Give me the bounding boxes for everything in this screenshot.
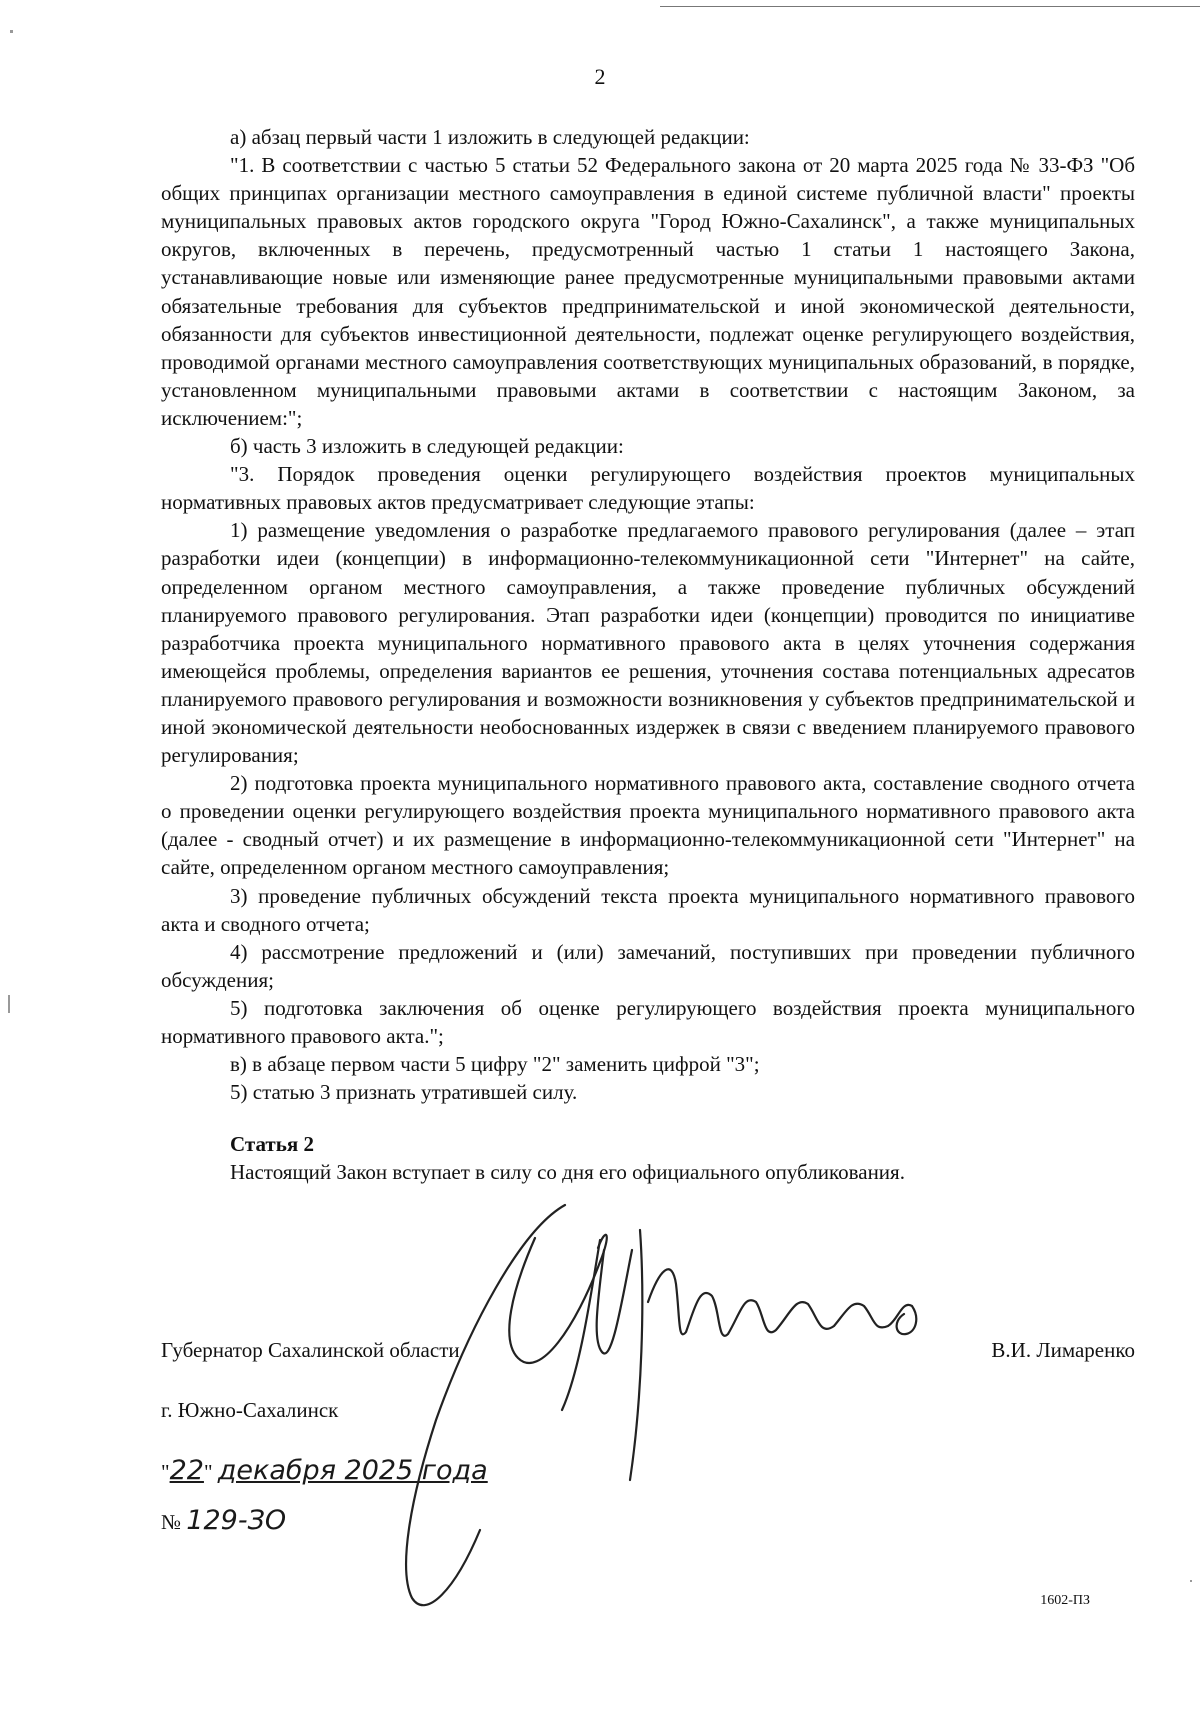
paragraph: в) в абзаце первом части 5 цифру "2" заменить цифрой "3"; [230,1052,760,1077]
signatory-position: Губернатор Сахалинской области [161,1338,460,1362]
scan-speck [1190,1580,1192,1582]
scan-edge-line [660,6,1200,7]
article-text: Настоящий Закон вступает в силу со дня его официального опубликования. [230,1160,905,1185]
scan-speck [8,995,10,1013]
date-open-quote: " [161,1460,170,1484]
paragraph: 5) подготовка заключения об оценке регулирующего воздействия проекта муниципального нормативного правового акта."; [161,995,1135,1048]
paragraph: а) абзац первый части 1 изложить в следующей редакции: [230,125,750,149]
document-code: 1602-ПЗ [1040,1593,1090,1608]
paragraph: 5) статью 3 признать утратившей силу. [230,1080,578,1105]
page-number: 2 [594,64,606,89]
number-sign: № [161,1510,182,1534]
law-body-text [161,123,1135,1186]
paragraph: 1) размещение уведомления о разработке предлагаемого правового регулирования (далее – этап разработки идеи (концепции) в информационно-телекоммуникационной сети "Интернет" на сайте, определенном органом местного самоуправления, а также проведение публичных обсуждений планируемого правового регулирования. Этап разработки идеи (концепции) проводится по инициативе разработчика проекта муниципального нормативного правового акта в целях уточнения содержания имеющейся проблемы, определения вариантов ее решения, уточнения состава потенциальных адресатов планируемого правового регулирования и возможности возникновения у субъектов предпринимательской и иной экономической деятельности необоснованных издержек в связи с введением планируемого правового регулирования; [161,518,1135,768]
paragraph: 3) проведение публичных обсуждений текста проекта муниципального нормативного правового акта и сводного отчета; [161,883,1135,936]
date-month-year: декабря 2025 года [217,1455,488,1486]
paragraph: 4) рассмотрение предложений и (или) замечаний, поступивших при проведении публичного обсуждения; [161,939,1135,992]
paragraph: 2) подготовка проекта муниципального нормативного правового акта, составление сводного отчета о проведении оценки регулирующего воздействия проекта муниципального нормативного правового акта (далее - сводный отчет) и их размещение в информационно-телекоммуникационной сети "Интернет" на сайте, определенном органом местного самоуправления; [161,771,1135,880]
city: г. Южно-Сахалинск [161,1398,339,1422]
paragraph: "3. Порядок проведения оценки регулирующего воздействия проектов муниципальных нормативных правовых актов предусматривает следующие этапы: [161,462,1135,515]
number-value: 129-ЗО [186,1505,287,1536]
date-close-quote: " [203,1460,213,1484]
law-number [161,1505,286,1536]
scan-speck [10,30,13,33]
paragraph: "1. В соответствии с частью 5 статьи 52 Федерального закона от 20 марта 2025 года № 33-ФЗ "Об общих принципах организации местного самоуправления в единой системе публичной власти" проекты муниципальных правовых актов городского округа "Город Южно-Сахалинск", а также муниципальных округов, включенных в перечень, предусмотренный частью 1 статьи 1 настоящего Закона, устанавливающие новые или изменяющие ранее предусмотренные муниципальными правовыми актами обязательные требования для субъектов предпринимательской и иной экономической деятельности, обязанности для субъектов инвестиционной деятельности, подлежат оценке регулирующего воздействия, проводимой органами местного самоуправления соответствующих муниципальных образований, в порядке, установленном муниципальными правовыми актами в соответствии с настоящим Законом, за исключением:"; [161,153,1135,430]
paragraph: б) часть 3 изложить в следующей редакции: [230,434,624,459]
signing-date [161,1455,488,1486]
signatory-name: В.И. Лимаренко [991,1338,1135,1362]
article-heading: Статья 2 [230,1132,314,1157]
date-day: 22 [169,1455,204,1486]
signature-block [161,1338,1135,1368]
